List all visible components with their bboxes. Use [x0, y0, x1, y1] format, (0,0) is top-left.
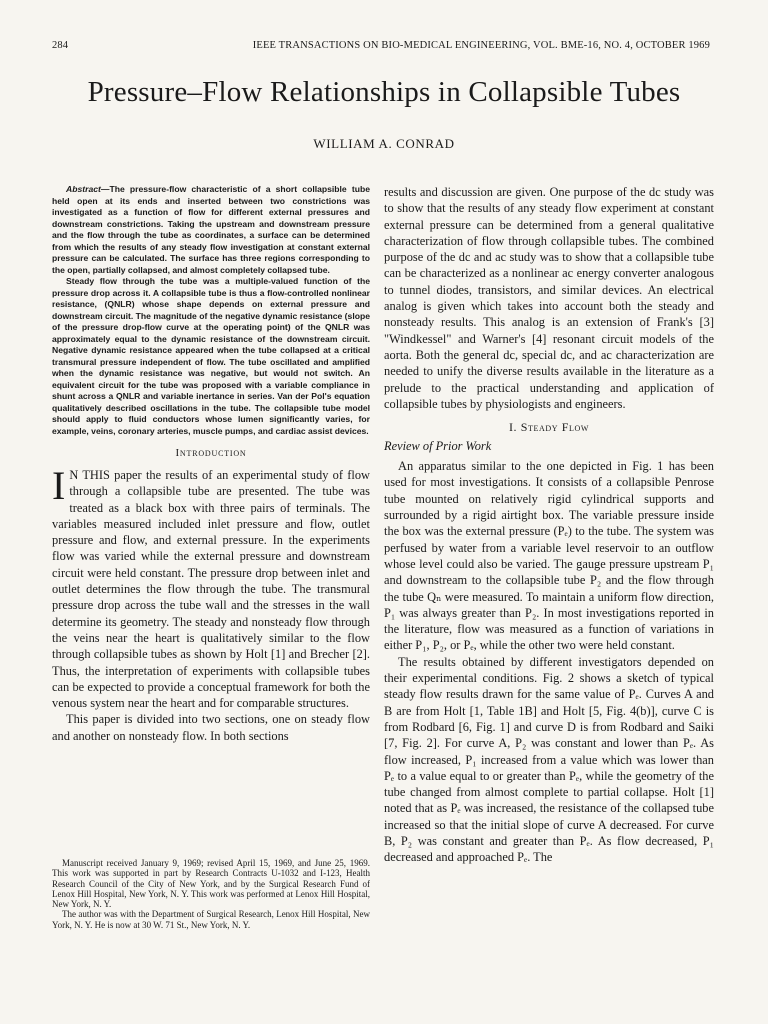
- page-number: 284: [52, 40, 69, 51]
- paper-title: Pressure–Flow Relationships in Collapsible Tubes: [87, 76, 681, 108]
- left-column: [52, 184, 370, 744]
- introduction-paragraph-1: [52, 463, 370, 711]
- steady-flow-paragraph-2: The results obtained by different investigators depended on their experimental conditions. Fig. 2 shows a sketch of typical steady flow results drawn for the same value of Pₑ. Curves A and B are from Holt [1, Table 1B] and Holt [5, Fig. 4(b)], curve C is from Rodbard [6, Fig. 1] and curve D is from Rodbard and Saiki [7, Fig. 2]. For curve A, P₂ was constant and lower than Pₑ. As flow increased, P₁ increased from a value which was lower than Pₑ to a value equal to or greater than Pₑ, while the geometry of the tube changed from almost complete to partial collapse. Holt [1] noted that as Pₑ was increased, the resistance of the collapsed tube increased so that the initial slope of curve A decreased. For curve B, P₂ was constant and greater than Pₑ. As flow decreased, P₁ decreased and approached Pₑ. The: [384, 654, 714, 865]
- steady-flow-paragraph-1: An apparatus similar to the one depicted in Fig. 1 has been used for most investigations. It consists of a collapsible Penrose tube mounted on relatively rigid cylindrical supports and surrounded by a rigid airtight box. The variable pressure inside the box was the external pressure (Pₑ) to the tube. The system was perfused by water from a variable level reservoir to an outflow whose level could also be varied. The gauge pressure upstream P₁ and downstream to the collapsible tube P₂ and the flow through the tube Qₙ were measured. To maintain a uniform flow direction, P₁ was always greater than P₂. In most investigations reported in the literature, flow was measured as a function of variations in either P₁, P₂, or Pₑ, while the other two were held constant.: [384, 459, 714, 653]
- introduction-paragraph-2: This paper is divided into two sections, one on steady flow and another on nonsteady flow. In both sections: [52, 712, 370, 743]
- journal-header: IEEE TRANSACTIONS ON BIO-MEDICAL ENGINEERING, VOL. BME-16, NO. 4, OCTOBER 1969: [252, 40, 710, 51]
- right-column: [384, 184, 714, 866]
- subsection-heading: Review of Prior Work: [384, 439, 492, 454]
- section-heading-steady-flow: I. Steady Flow: [508, 420, 590, 435]
- introduction-body: [52, 463, 370, 744]
- footnote-author: The author was with the Department of Surgical Research, Lenox Hill Hospital, New York, N. Y. He is now at 30 W. 71 St., New York, N. Y.: [52, 909, 370, 930]
- introduction-text-1: N THIS paper the results of an experimental study of flow through a collapsible tube are presented. The tube was treated as a black box with three pairs of terminals. The variables measured included inlet pressure and flow, outlet pressure and flow, and external pressure. In the experiments flow was varied while the external pressure and downstream circuit were held constant. The pressure drop between inlet and outlet determines the flow through the tube. The transmural pressure drop across the tube wall and the stresses in the wall determine its geometry. The steady and nonsteady flow through the veins near the heart is qualitatively similar to the flow through collapsible tubes as shown by Holt [1] and Brecher [2]. Thus, the interpretation of experiments with collapsible tubes can be expected to provide a conceptual framework for both the venous system near the heart and for comparable structures.: [52, 468, 370, 711]
- footnote-manuscript: Manuscript received January 9, 1969; revised April 15, 1969, and June 25, 1969. This work was supported in part by Research Contracts U-1032 and I-123, Health Research Council of the City of New York, and by the Surgical Research Fund of Lenox Hill Hospital, New York, N. Y. This work was performed at Lenox Hill Hospital, New York, N. Y.: [52, 858, 370, 910]
- abstract-paragraph-2: Steady flow through the tube was a multiple-valued function of the pressure drop across it. A collapsible tube is thus a flow-controlled nonlinear resistance, (QNLR) whose shape depends on external pressure and downstream circuit. The magnitude of the negative dynamic resistance (slope of the pressure drop-flow curve at the operating point) of the QNLR was approximately equal to the dynamic resistance of the downstream circuit. Negative dynamic resistance appeared when the tube collapsed at a critical transmural pressure independent of flow. The tube oscillated and amplified when the dynamic resistance was negative, but would not switch. An equivalent circuit for the tube was proposed with a variable compliance in shunt across a QNLR and variable inertance in series. Van der Pol's equation qualitatively described oscillations in the tube. The collapsible tube model should apply to fluid conductors whose lumen significantly varies, for example, veins, coronary arteries, muscle pumps, and cardiac assist devices.: [52, 276, 370, 436]
- drop-cap: I: [52, 463, 66, 508]
- abstract-text-1: —The pressure-flow characteristic of a short collapsible tube held open at its ends and inserted between two constrictions was investigated as a function of flow for different external pressures and downstream constrictions. Taking the upstream and downstream pressure and the flow through the tube as coordinates, a surface can be determined from which the results of any steady flow investigation at constant external pressure can be calculated. The surface has three regions corresponding to the open, partially collapsed, and almost completely collapsed tube.: [52, 184, 370, 275]
- continued-paragraph: results and discussion are given. One purpose of the dc study was to show that the results of any steady flow experiment at constant external pressure can be determined from a general qualitative characterization of flow through collapsible tubes. The combined purpose of the dc and ac study was to show that a collapsible tube can be characterized as a nonlinear ac energy converter analogous to tunnel diodes, transistors, and similar devices. An electrical analog is given which takes into account both the steady and nonsteady results. This analog is an extension of Frank's [3] "Windkessel" and Warner's [4] resonant circuit models of the aorta. Both the general dc, special dc, and ac characterization are needed to unify the diverse results available in the literature as a prelude to the practical understanding and application of collapsible tubes by physiologists and engineers.: [384, 185, 714, 411]
- abstract-label: Abstract: [66, 184, 101, 194]
- author-name: WILLIAM A. CONRAD: [313, 136, 455, 151]
- introduction-heading: Introduction: [175, 447, 247, 459]
- abstract-paragraph-1: [52, 184, 370, 276]
- abstract: [52, 184, 370, 437]
- footnote: [52, 858, 370, 930]
